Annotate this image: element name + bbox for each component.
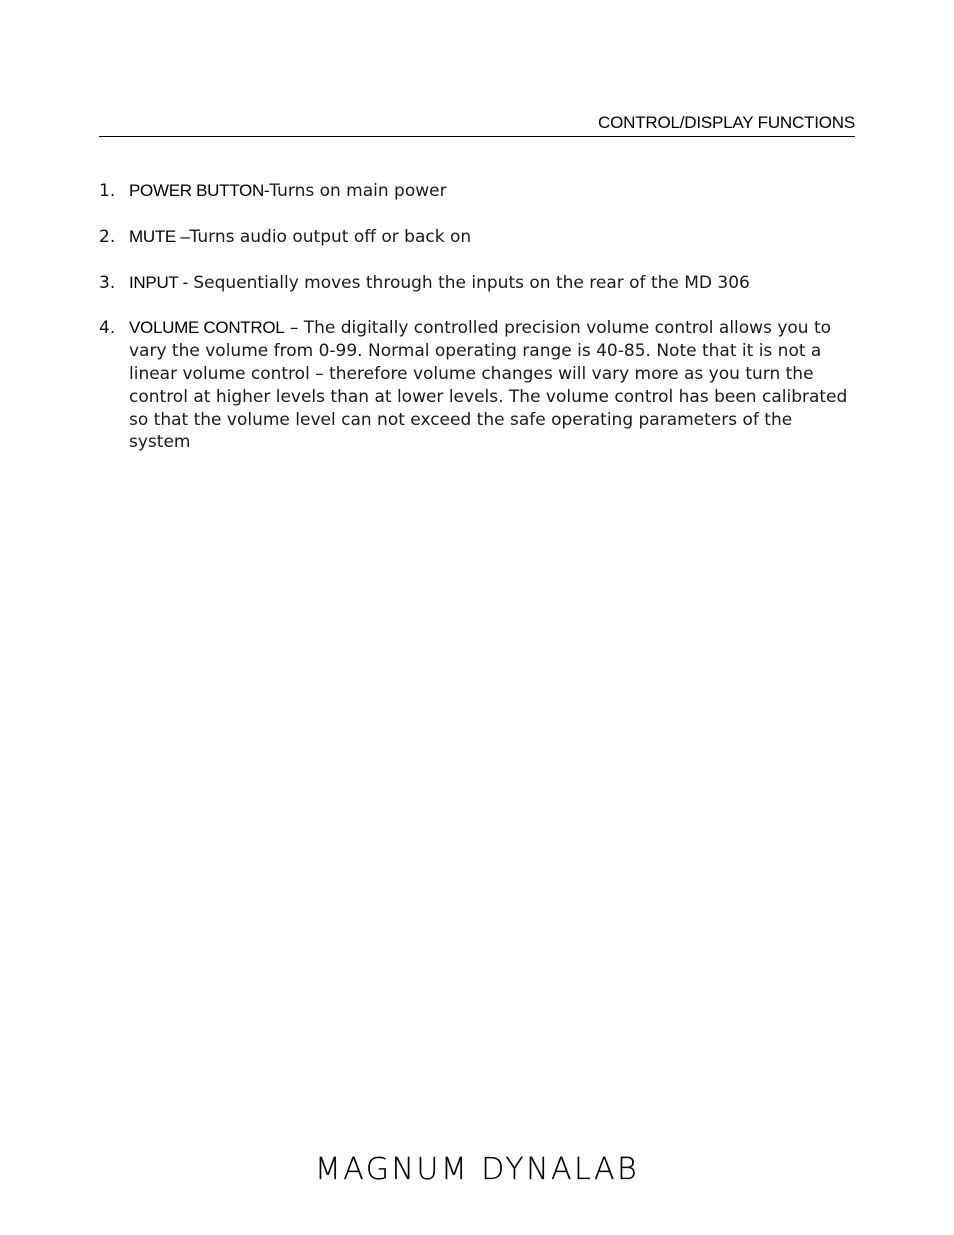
item-term: INPUT - (129, 272, 188, 292)
page-header (99, 112, 855, 137)
list-item (99, 272, 859, 295)
item-number: 2. (99, 226, 116, 247)
brand-logo: MAGNUM DYNALAB (314, 1152, 640, 1187)
item-description: – The digitally controlled precision volume control allows you to vary the volume from 0-99. Normal operating range is 40-85. Note that it is not a linear volume control – therefore volume changes will vary more as you turn the control at higher levels than at lower levels. The volume control has been calibrated so that the volume level can not exceed the safe operating parameters of the system (129, 318, 848, 453)
item-description: Turns on main power (269, 181, 447, 201)
item-term: POWER BUTTON- (129, 181, 270, 200)
list-item (99, 317, 859, 454)
item-description: Turns audio output off or back on (189, 226, 472, 247)
item-number: 4. (99, 318, 116, 339)
list-item (99, 226, 859, 249)
item-description: Sequentially moves through the inputs on the rear of the MD 306 (187, 272, 750, 293)
section-title: CONTROL/DISPLAY FUNCTIONS (598, 113, 855, 132)
list-item (99, 180, 859, 203)
item-term: MUTE – (129, 226, 190, 246)
item-number: 1. (99, 181, 116, 201)
item-term: VOLUME CONTROL (129, 318, 285, 338)
control-function-list (99, 180, 859, 477)
item-number: 3. (99, 272, 116, 293)
